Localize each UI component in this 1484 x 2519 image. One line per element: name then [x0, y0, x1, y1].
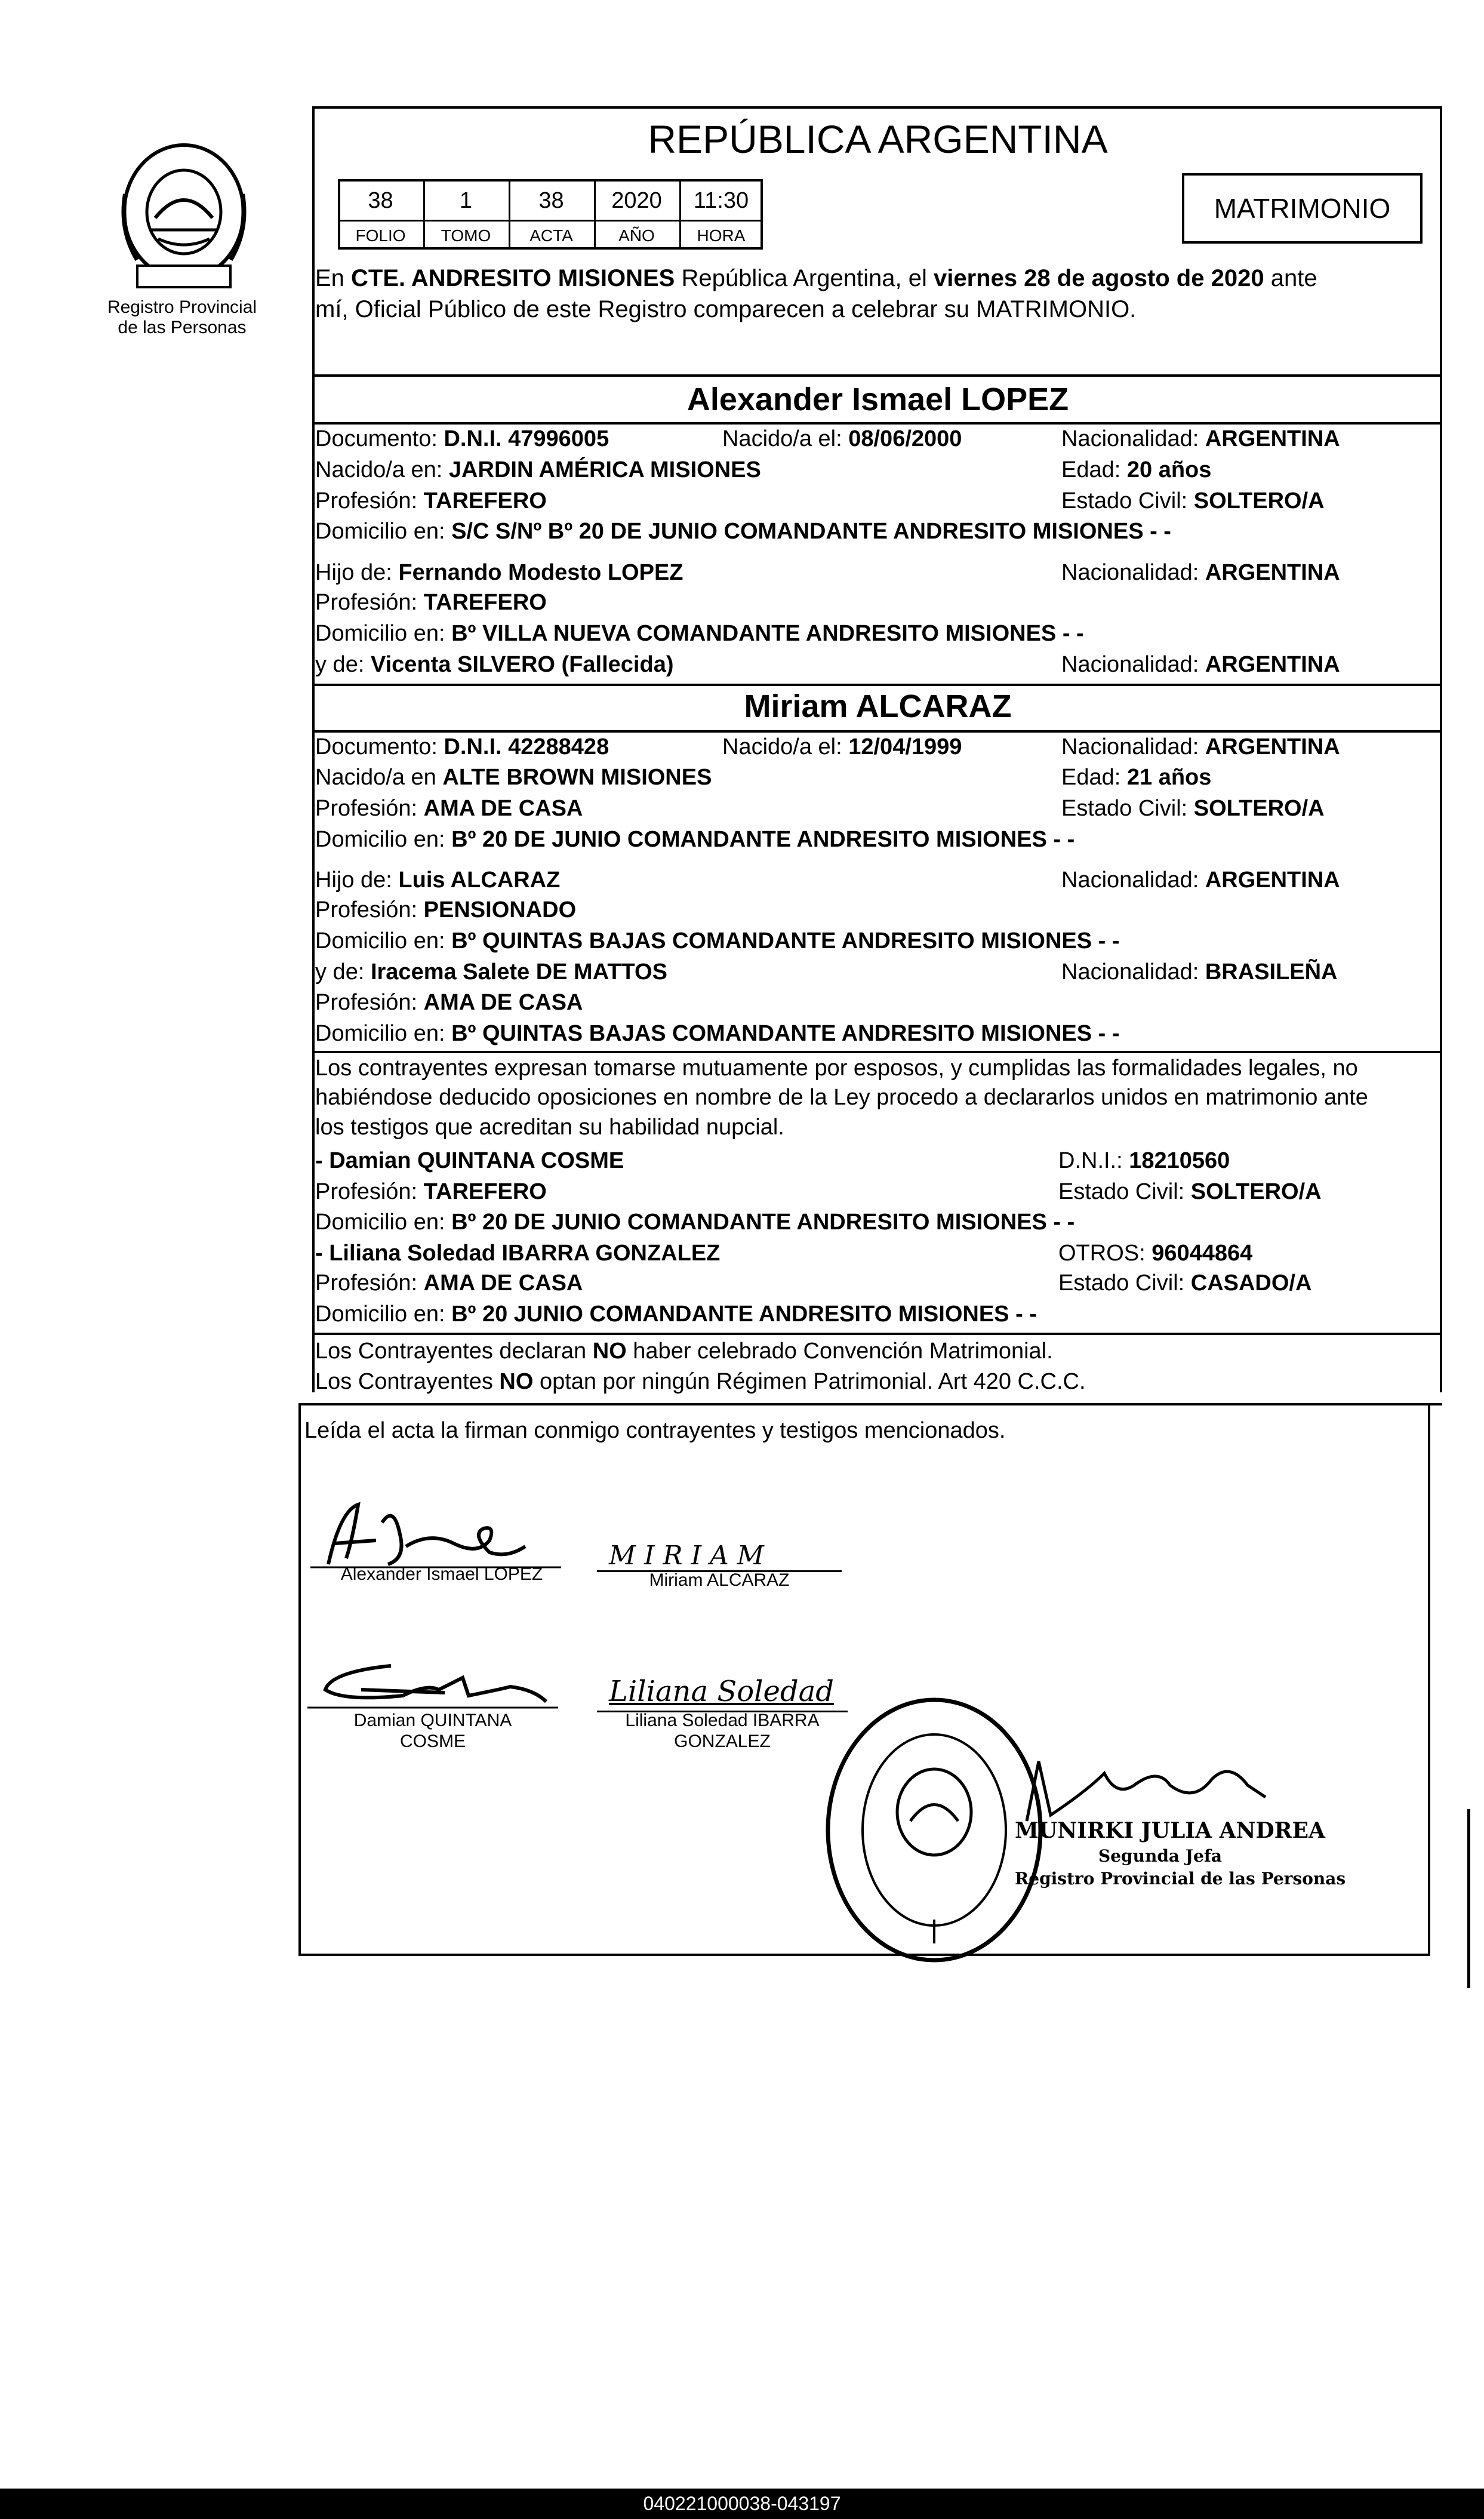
t: optan por ningún Régimen Patrimonial. Art 420 C.C.C.	[533, 1369, 1086, 1395]
frame-left-top	[312, 106, 315, 375]
value: Bº QUINTAS BAJAS COMANDANTE ANDRESITO MISIONES - -	[451, 928, 1120, 954]
value: ARGENTINA	[1205, 652, 1340, 677]
value: BRASILEÑA	[1205, 959, 1338, 985]
official-office: Registro Provincial de las Personas	[1015, 1869, 1346, 1889]
signature-miriam-text: MIRIAM	[609, 1540, 772, 1571]
divider-spouse1	[312, 422, 1442, 425]
spouse1-birthplace	[315, 459, 761, 481]
value: ARGENTINA	[1205, 426, 1340, 451]
spouse2-doc	[315, 736, 609, 758]
official-signature	[1015, 1749, 1319, 1827]
record-type-box: MATRIMONIO	[1182, 173, 1423, 244]
tomo-value: 1	[459, 187, 473, 213]
value: AMA DE CASA	[423, 1271, 583, 1296]
declaration-line1: Los contrayentes expresan tomarse mutuamente por esposos, y cumplidas las formalidades legales, no	[315, 1056, 1358, 1081]
record-grid-divider	[338, 220, 763, 222]
signature-damian	[307, 1654, 558, 1711]
value: Luis ALCARAZ	[398, 868, 561, 893]
signature-miriam-caption: Miriam ALCARAZ	[649, 1570, 790, 1590]
value: ALTE BROWN MISIONES	[442, 765, 712, 790]
signature-miriam	[597, 1540, 842, 1572]
value: Bº QUINTAS BAJAS COMANDANTE ANDRESITO MISIONES - -	[451, 1021, 1120, 1046]
spouse1-nationality	[1061, 427, 1340, 450]
registry-label-line1: Registro Provincial	[107, 297, 257, 317]
value: SOLTERO/A	[1193, 796, 1325, 821]
label: Profesión:	[315, 796, 424, 821]
value: S/C S/Nº Bº 20 DE JUNIO COMANDANTE ANDRESITO MISIONES - -	[451, 519, 1171, 544]
hora-label: HORA	[697, 226, 746, 245]
declaration-line3: los testigos que acreditan su habilidad nupcial.	[315, 1114, 784, 1140]
label: y de:	[315, 652, 371, 677]
signature-damian-caption	[307, 1711, 558, 1752]
label: y de:	[315, 959, 371, 985]
label: Profesión:	[315, 590, 424, 615]
label: Edad:	[1061, 457, 1127, 482]
value: TAREFERO	[423, 1179, 547, 1204]
signature-liliana-caption	[597, 1711, 848, 1752]
witness1-civil-status	[1058, 1180, 1322, 1203]
spouse2-nationality	[1061, 736, 1340, 758]
official-name: MUNIRKI JULIA ANDREA	[1015, 1818, 1325, 1843]
acta-label: ACTA	[529, 226, 573, 245]
spouse1-father-address	[315, 622, 1084, 645]
signature-liliana	[597, 1672, 848, 1712]
label: Nacido/a el:	[722, 426, 849, 451]
spouse1-father-nationality	[1061, 561, 1340, 584]
hora-value: 11:30	[693, 187, 749, 213]
spouse1-civil-status	[1061, 490, 1325, 512]
witness2-address	[315, 1303, 1037, 1325]
label: Profesión:	[315, 1179, 424, 1204]
caption-line2: GONZALEZ	[674, 1731, 771, 1751]
value: CASADO/A	[1190, 1271, 1312, 1296]
label: Nacido/a en:	[315, 457, 449, 482]
intro-date: viernes 28 de agosto de 2020	[933, 265, 1264, 291]
tomo-label: TOMO	[441, 226, 491, 245]
value: Bº 20 DE JUNIO COMANDANTE ANDRESITO MISIONES - -	[451, 1210, 1075, 1235]
convention-line2	[315, 1367, 1086, 1397]
value: ARGENTINA	[1205, 560, 1340, 585]
label: Nacionalidad:	[1061, 868, 1205, 893]
t: Los Contrayentes declaran	[315, 1339, 593, 1364]
intro-text	[315, 263, 1317, 325]
value: SOLTERO/A	[1193, 488, 1325, 513]
value: 96044864	[1152, 1241, 1253, 1266]
anio-label: AÑO	[618, 226, 655, 245]
spouse2-name: Miriam ALCARAZ	[744, 688, 1012, 724]
spouse2-birthplace	[315, 766, 712, 789]
spouse2-civil-status	[1061, 797, 1325, 820]
label: Nacido/a en	[315, 765, 443, 790]
spouse2-father	[315, 869, 560, 891]
divider-spouse2	[312, 730, 1442, 733]
frame-left-bottom	[298, 1403, 301, 1955]
label: Nacido/a el:	[722, 734, 849, 759]
intro-line2: mí, Oficial Público de este Registro comparecen a celebrar su MATRIMONIO.	[315, 296, 1137, 322]
spouse2-father-profession	[315, 899, 576, 921]
label: Nacionalidad:	[1061, 734, 1205, 759]
label: Domicilio en:	[315, 827, 452, 852]
official-seal	[821, 1693, 1048, 1967]
folio-label: FOLIO	[355, 226, 406, 245]
declaration-line2: habiéndose deducido oposiciones en nombre de la Ley procedo a declararlos unidos en matrimonio ante	[315, 1085, 1368, 1111]
caption-line2: COSME	[399, 1731, 466, 1751]
spouse1-birthdate	[722, 427, 962, 450]
folio-value: 38	[368, 187, 393, 213]
spouse1-age	[1061, 459, 1211, 481]
intro-t3: ante	[1264, 265, 1317, 291]
divider-spouse2-top	[312, 684, 1442, 686]
value: Iracema Salete DE MATTOS	[370, 959, 667, 985]
label: Profesión:	[315, 990, 424, 1015]
label: Nacionalidad:	[1061, 959, 1205, 985]
label: OTROS:	[1058, 1241, 1152, 1266]
label: Estado Civil:	[1061, 488, 1194, 513]
witness1-id	[1058, 1149, 1230, 1172]
label: Nacionalidad:	[1061, 426, 1205, 451]
spouse1-father-profession	[315, 591, 547, 614]
witness2-id	[1058, 1242, 1252, 1265]
spouse1-name: Alexander Ismael LOPEZ	[686, 382, 1069, 417]
value: 08/06/2000	[848, 426, 962, 451]
caption-line1: Liliana Soledad IBARRA	[625, 1711, 820, 1730]
spouse1-father	[315, 561, 683, 584]
frame-right-mid	[1440, 374, 1442, 1392]
label: Documento:	[315, 734, 444, 759]
value: TAREFERO	[423, 590, 547, 615]
label: Estado Civil:	[1061, 796, 1194, 821]
intro-place: CTE. ANDRESITO MISIONES	[351, 265, 675, 291]
frame-left-mid	[312, 374, 315, 1392]
scan-edge-mark	[1467, 1809, 1470, 1988]
label: Domicilio en:	[315, 1210, 452, 1235]
value: AMA DE CASA	[423, 990, 583, 1015]
witness1-profession	[315, 1180, 547, 1203]
spouse1-mother-nationality	[1061, 653, 1340, 676]
spouse2-mother-address	[315, 1022, 1120, 1045]
divider-convention	[312, 1333, 1442, 1335]
value: D.N.I. 47996005	[444, 426, 609, 451]
registry-seal-logo	[113, 140, 254, 294]
value: D.N.I. 42288428	[444, 734, 609, 759]
footer-code: 040221000038-043197	[0, 2489, 1484, 2519]
signature-alexander	[310, 1499, 573, 1570]
spouse1-doc	[315, 427, 609, 450]
spouse2-profession	[315, 797, 583, 820]
label: Profesión:	[315, 488, 424, 513]
witness1-row1	[315, 1148, 1230, 1173]
value: 18210560	[1129, 1148, 1230, 1173]
signature-liliana-text: Liliana Soledad	[609, 1675, 834, 1708]
label: Profesión:	[315, 1271, 424, 1296]
value: ARGENTINA	[1205, 734, 1340, 759]
anio-value: 2020	[611, 187, 662, 213]
caption-line1: Damian QUINTANA	[353, 1711, 512, 1730]
spouse1-address	[315, 520, 1171, 543]
t: Los Contrayentes	[315, 1369, 500, 1395]
spouse2-mother-nationality	[1061, 961, 1338, 983]
label: Profesión:	[315, 897, 424, 922]
witness1-address	[315, 1211, 1074, 1234]
label: Nacionalidad:	[1061, 560, 1205, 585]
label: Hijo de:	[315, 868, 399, 893]
value: Fernando Modesto LOPEZ	[398, 560, 683, 585]
country-title: REPÚBLICA ARGENTINA	[648, 117, 1108, 161]
spouse2-mother-profession	[315, 991, 583, 1014]
witness2-civil-status	[1058, 1272, 1311, 1294]
value: AMA DE CASA	[423, 796, 583, 821]
label: Nacionalidad:	[1061, 652, 1205, 677]
label: Documento:	[315, 426, 444, 451]
label: Domicilio en:	[315, 928, 452, 954]
frame-right-bottom	[1428, 1403, 1430, 1955]
spouse1-profession	[315, 490, 547, 512]
spouse2-age	[1061, 766, 1211, 789]
t: haber celebrado Convención Matrimonial.	[626, 1339, 1053, 1364]
divider-header	[312, 374, 1442, 377]
intro-line1	[315, 263, 1317, 294]
value: ARGENTINA	[1205, 868, 1340, 893]
label: D.N.I.:	[1058, 1148, 1129, 1173]
label: Estado Civil:	[1058, 1271, 1191, 1296]
witness1-name: - Damian QUINTANA COSME	[315, 1148, 624, 1173]
witness2-name: - Liliana Soledad IBARRA GONZALEZ	[315, 1241, 721, 1266]
value: Bº 20 JUNIO COMANDANTE ANDRESITO MISIONES - -	[451, 1302, 1037, 1327]
convention-text	[315, 1336, 1086, 1398]
label: Domicilio en:	[315, 621, 452, 646]
spouse1-mother	[315, 653, 673, 676]
intro-t1: En	[315, 265, 352, 291]
spouse2-mother	[315, 961, 667, 983]
divider-declaration	[312, 1051, 1442, 1053]
value: SOLTERO/A	[1190, 1179, 1322, 1204]
no-flag: NO	[499, 1369, 534, 1395]
value: Bº VILLA NUEVA COMANDANTE ANDRESITO MISIONES - -	[451, 621, 1084, 646]
witness2-profession	[315, 1272, 583, 1294]
spouse2-address	[315, 828, 1074, 851]
registry-label-line2: de las Personas	[118, 317, 247, 337]
value: 20 años	[1126, 457, 1212, 482]
spouse2-father-address	[315, 930, 1120, 952]
no-flag: NO	[592, 1339, 627, 1364]
spouse2-birthdate	[722, 736, 962, 758]
convention-line1	[315, 1336, 1086, 1367]
value: 21 años	[1126, 765, 1212, 790]
frame-top	[312, 106, 1442, 109]
label: Estado Civil:	[1058, 1179, 1191, 1204]
value: TAREFERO	[423, 488, 547, 513]
value: PENSIONADO	[423, 897, 577, 922]
label: Domicilio en:	[315, 1021, 452, 1046]
signature-alexander-caption: Alexander Ismael LOPEZ	[340, 1564, 543, 1584]
value: Bº 20 DE JUNIO COMANDANTE ANDRESITO MISIONES - -	[451, 827, 1075, 852]
closing-text: Leída el acta la firman conmigo contrayentes y testigos mencionados.	[304, 1418, 1006, 1443]
registry-label	[93, 297, 272, 337]
official-title: Segunda Jefa	[1098, 1846, 1223, 1866]
label: Hijo de:	[315, 560, 399, 585]
value: JARDIN AMÉRICA MISIONES	[448, 457, 761, 482]
witness2-row1	[315, 1241, 1253, 1266]
divider-closing	[298, 1403, 1442, 1405]
intro-t2: República Argentina, el	[675, 265, 934, 291]
declaration-text	[315, 1054, 1368, 1142]
spouse2-father-nationality	[1061, 869, 1340, 891]
value: 12/04/1999	[848, 734, 962, 759]
label: Edad:	[1061, 765, 1127, 790]
value: Vicenta SILVERO (Fallecida)	[370, 652, 674, 677]
acta-value: 38	[538, 187, 564, 213]
label: Domicilio en:	[315, 519, 452, 544]
label: Domicilio en:	[315, 1302, 452, 1327]
